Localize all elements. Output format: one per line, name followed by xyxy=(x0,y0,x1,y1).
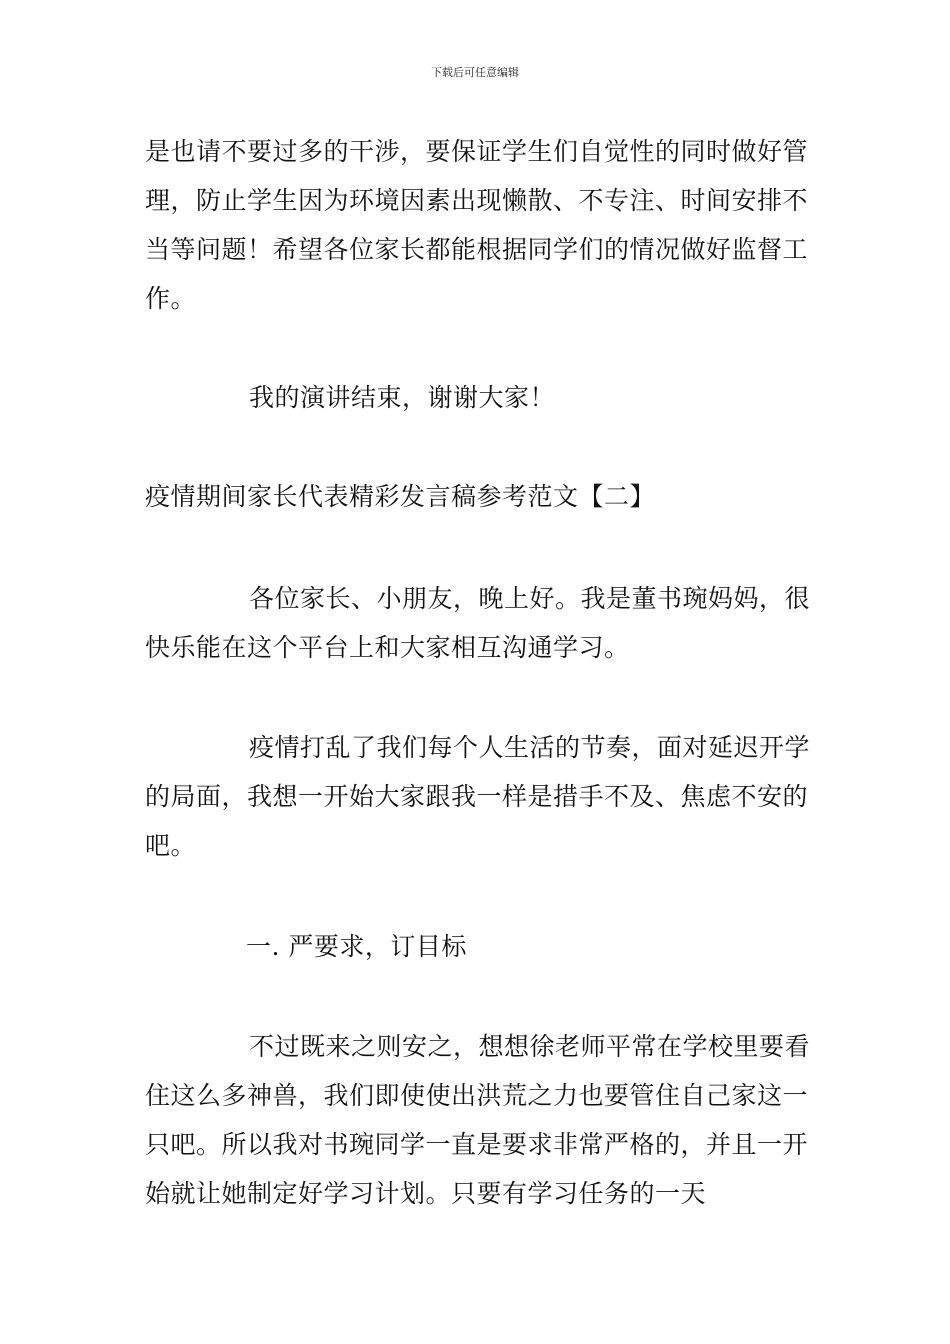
paragraph-text: 疫情打乱了我们每个人生活的节奏，面对延迟开学的局面，我想一开始大家跟我一样是措手不及、焦虑不安的吧。 xyxy=(145,733,811,860)
paragraph-text: 我的演讲结束，谢谢大家！ xyxy=(249,383,556,412)
paragraph-epidemic xyxy=(145,723,810,870)
section-heading xyxy=(145,472,810,521)
paragraph-text: 是也请不要过多的干涉，要保证学生们自觉性的同时做好管理，防止学生因为环境因素出现懒散、不专注、时间安排不当等问题！希望各位家长都能根据同学们的情况做好监督工作。 xyxy=(145,137,809,313)
paragraph-text: 不过既来之则安之，想想徐老师平常在学校里要看住这么多神兽，我们即使使出洪荒之力也要管住自己家这一只吧。所以我对书琬同学一直是要求非常严格的，并且一开始就让她制定好学习计划。只要有学习任务的一天 xyxy=(145,1032,811,1208)
paragraph-1 xyxy=(145,127,810,323)
paragraph-requirements xyxy=(145,1022,810,1218)
paragraph-closing xyxy=(145,373,810,422)
subheading-text: 一. 严要求，订目标 xyxy=(246,932,467,961)
paragraph-greeting xyxy=(145,574,810,672)
subheading-1 xyxy=(145,922,810,971)
paragraph-text: 各位家长、小朋友，晚上好。我是董书琬妈妈，很快乐能在这个平台上和大家相互沟通学习。 xyxy=(145,584,811,662)
page-header: 下载后可任意编辑 xyxy=(431,66,519,79)
heading-text: 疫情期间家长代表精彩发言稿参考范文【二】 xyxy=(145,482,656,511)
